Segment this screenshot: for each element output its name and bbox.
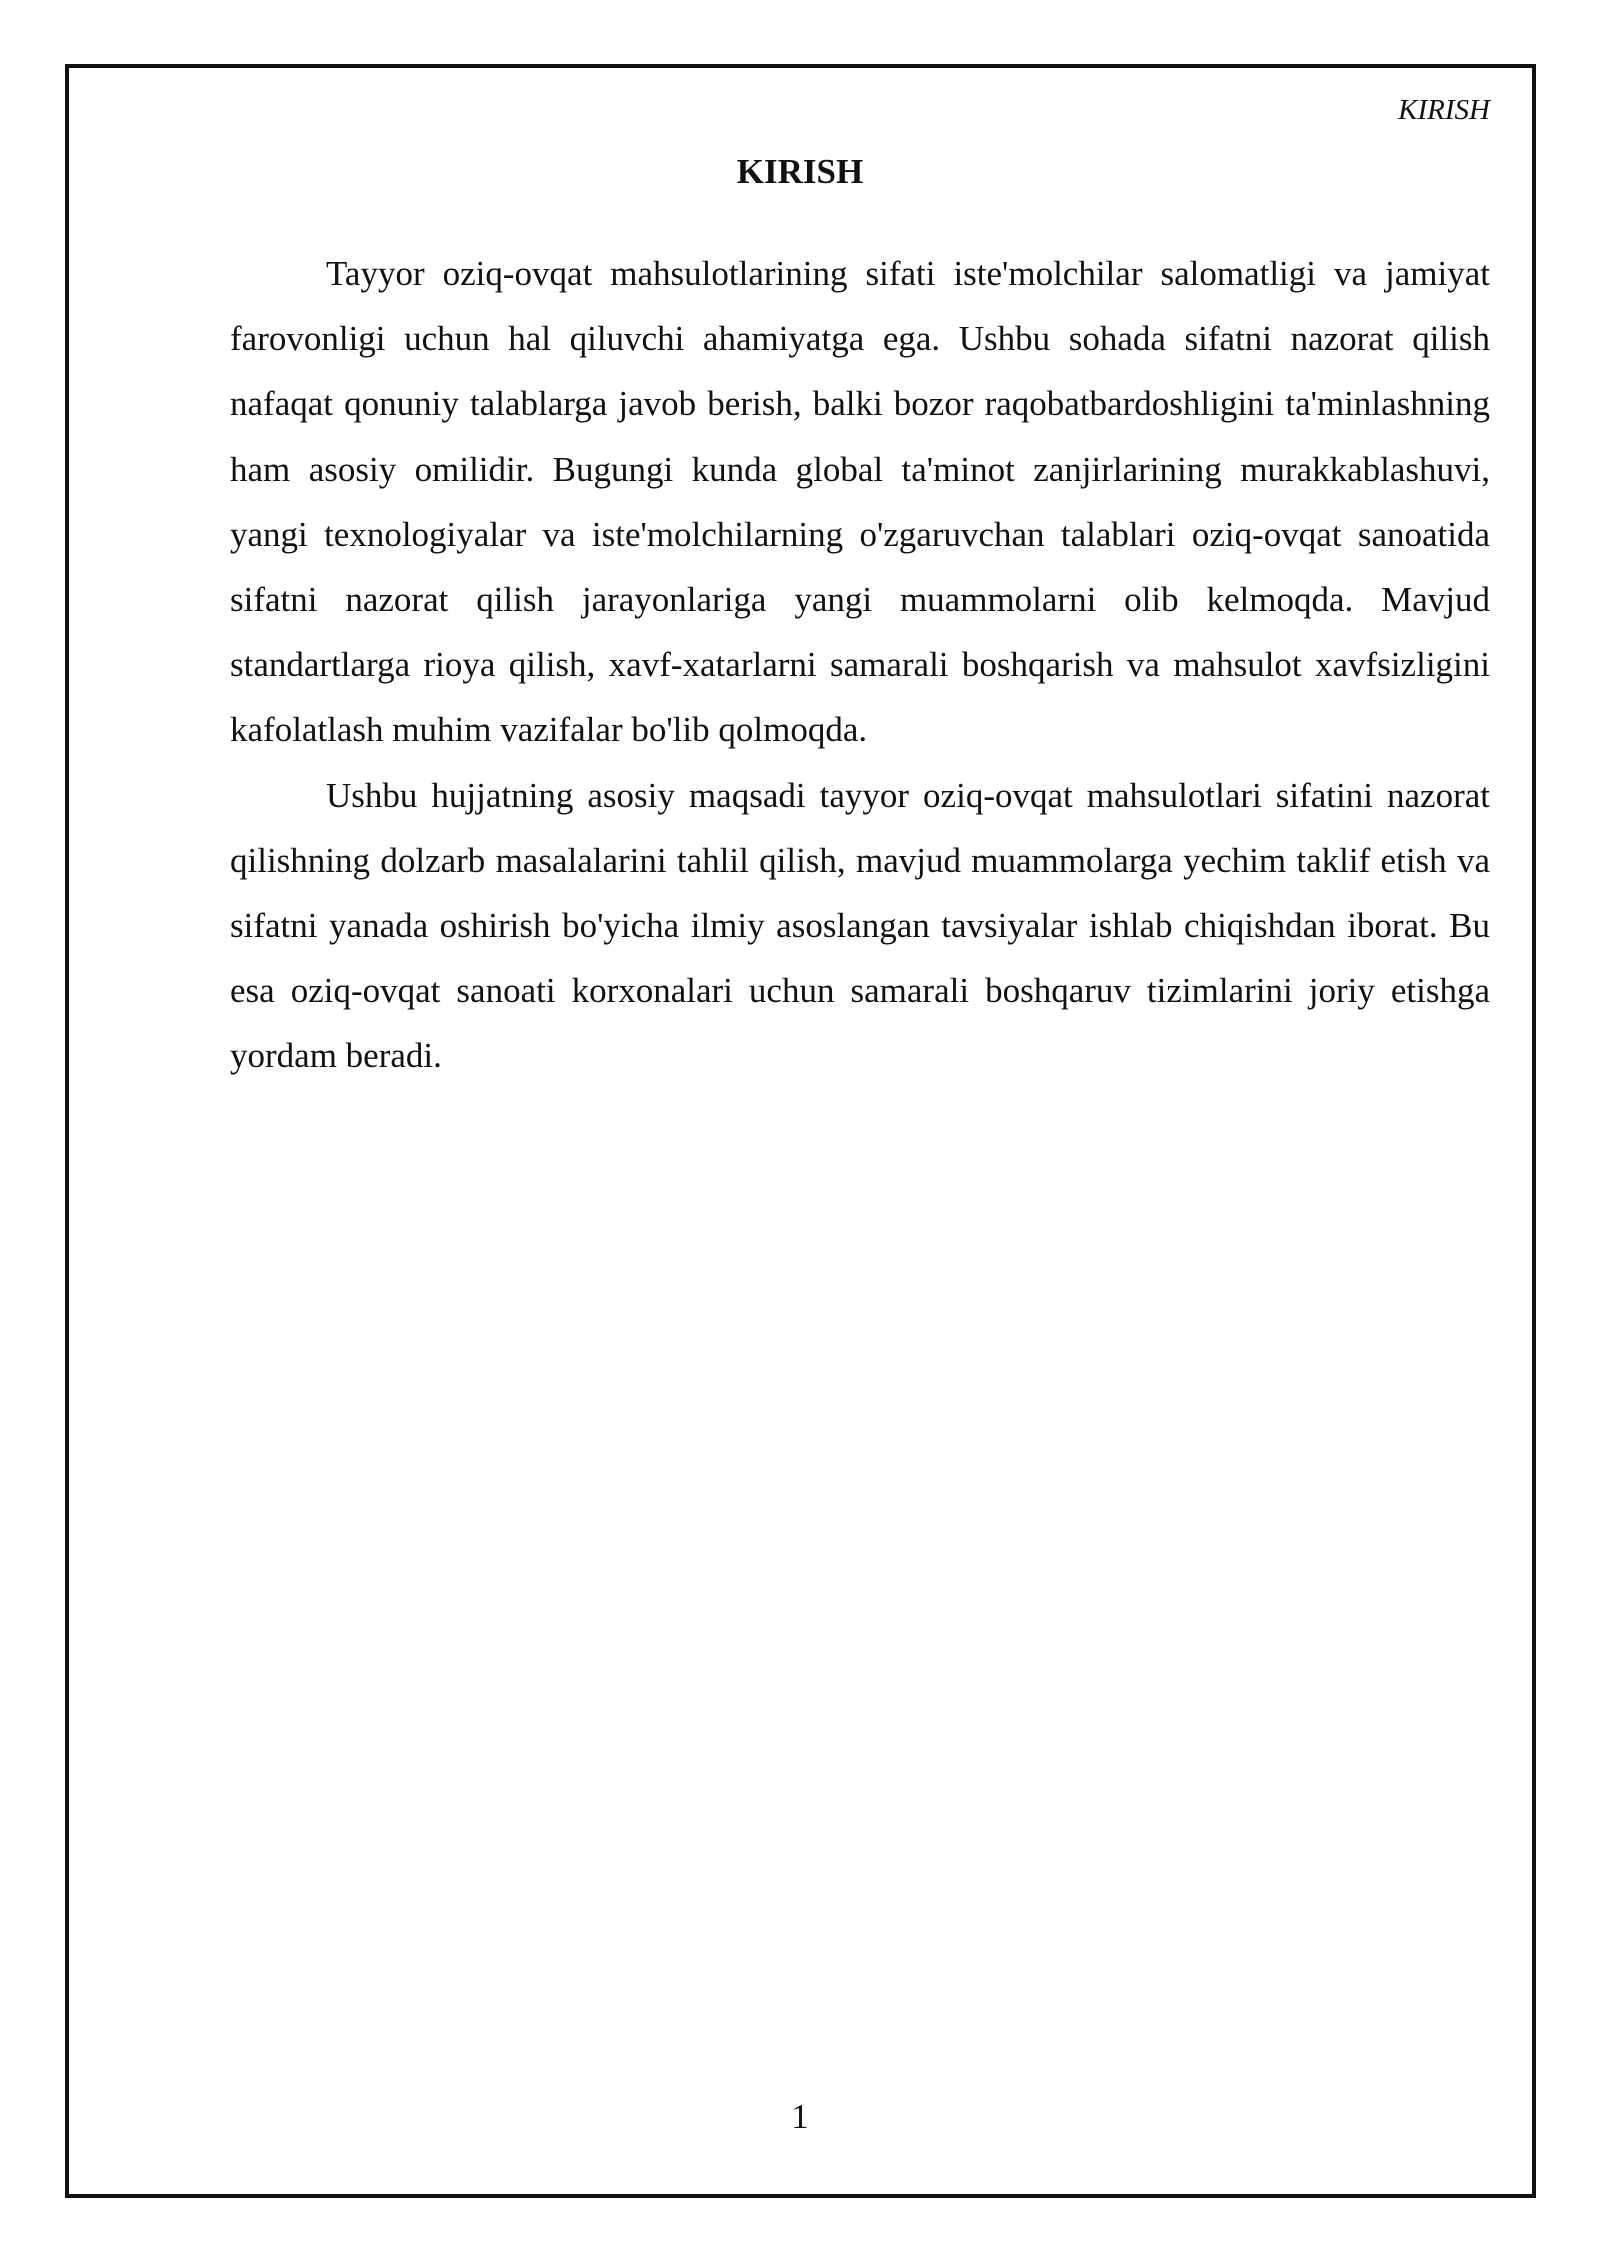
- body-text: [230, 241, 1490, 1089]
- paragraph-1: Tayyor oziq-ovqat mahsulotlarining sifati iste'molchilar salomatligi va jamiyat farovonligi uchun hal qiluvchi ahamiyatga ega. Ushbu sohada sifatni nazorat qilish nafaqat qonuniy talablarga javob berish, balki bozor raqobatbardoshligini ta'minlashning ham asosiy omilidir. Bugungi kunda global ta'minot zanjirlarining murakkablashuvi, yangi texnologiyalar va iste'molchilarning o'zgaruvchan talablari oziq-ovqat sanoatida sifatni nazorat qilish jarayonlariga yangi muammolarni olib kelmoqda. Mavjud standartlarga rioya qilish, xavf-xatarlarni samarali boshqarish va mahsulot xavfsizligini kafolatlash muhim vazifalar bo'lib qolmoqda.: [230, 254, 1490, 750]
- page-title: KIRISH: [736, 152, 864, 191]
- running-header: KIRISH: [1398, 94, 1490, 126]
- paragraph-2: Ushbu hujjatning asosiy maqsadi tayyor oziq-ovqat mahsulotlari sifatini nazorat qilishning dolzarb masalalarini tahlil qilish, mavjud muammolarga yechim taklif etish va sifatni yanada oshirish bo'yicha ilmiy asoslangan tavsiyalar ishlab chiqishdan iborat. Bu esa oziq-ovqat sanoati korxonalari uchun samarali boshqaruv tizimlarini joriy etishga yordam beradi.: [230, 775, 1490, 1076]
- page-number: 1: [791, 2097, 809, 2136]
